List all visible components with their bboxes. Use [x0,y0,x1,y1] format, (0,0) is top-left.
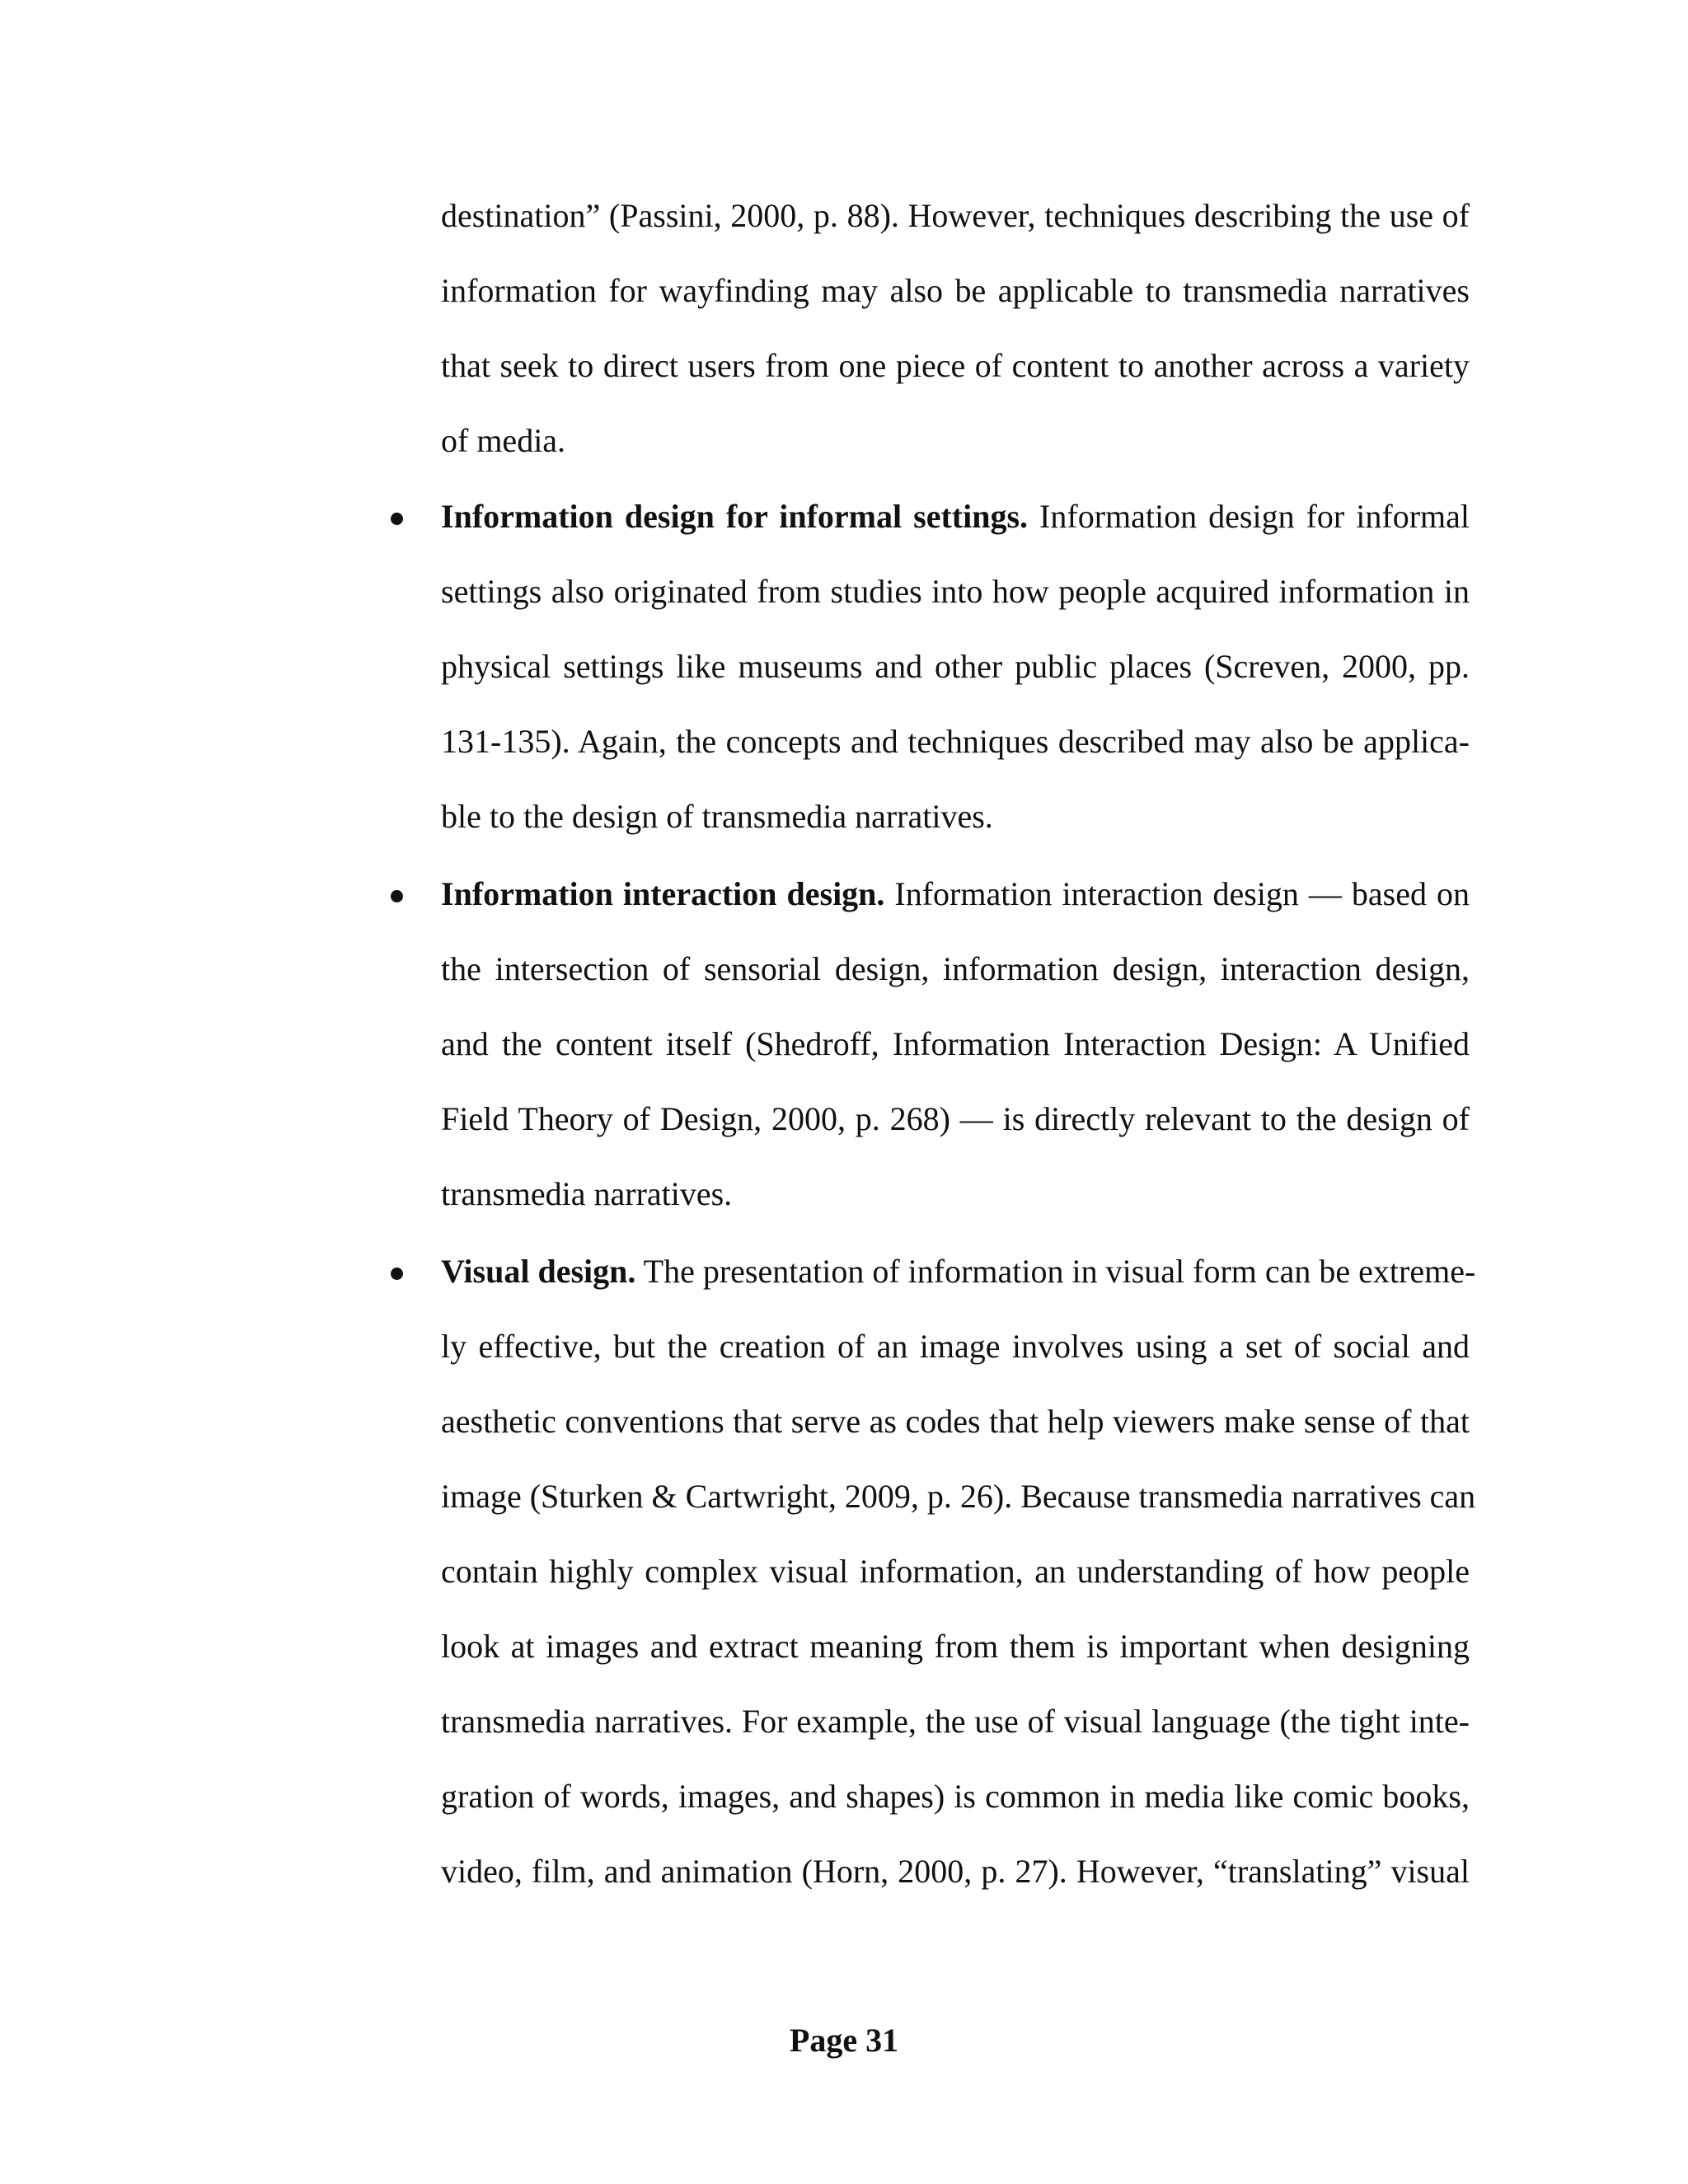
bullet-2-heading: Information interaction design. [441,875,885,912]
bullet-3-line-7: transmedia narratives. For example, the use of visual language (the tight inte- [441,1703,1470,1740]
bullet-1-line-3: physical settings like museums and other public places (Screven, 2000, pp. [441,648,1470,685]
bullet-1-heading: Information design for informal settings. [441,498,1029,535]
bullet-2-first-line [441,874,1470,914]
bullet-3-first-line [441,1252,1476,1291]
intro-line-1: destination” (Passini, 2000, p. 88). However, techniques describing the use of [441,197,1470,234]
intro-line-4: of media. [441,422,566,459]
bullet-2-line-5: transmedia narratives. [441,1175,733,1212]
bullet-1-first-line [441,497,1470,537]
bullet-1-line-4: 131-135). Again, the concepts and techniques described may also be applica- [441,723,1470,760]
bullet-2-line-2: the intersection of sensorial design, information design, interaction design, [441,950,1470,987]
bullet-3-heading: Visual design. [441,1253,636,1290]
bullet-3-line-2: ly effective, but the creation of an image involves using a set of social and [441,1328,1470,1365]
bullet-2-line-4: Field Theory of Design, 2000, p. 268) — is directly relevant to the design of [441,1100,1470,1137]
bullet-1-line-5: ble to the design of transmedia narratives. [441,798,993,835]
intro-line-2: information for wayfinding may also be applicable to transmedia narratives [441,272,1470,309]
bullet-3-line-4: image (Sturken & Cartwright, 2009, p. 26). Because transmedia narratives can [441,1478,1476,1515]
intro-line-3: that seek to direct users from one piece of content to another across a variety [441,347,1470,384]
bullet-2-line-3: and the content itself (Shedroff, Information Interaction Design: A Unified [441,1025,1470,1062]
bullet-3-line-9: video, film, and animation (Horn, 2000, p. 27). However, “translating” visual [441,1853,1470,1890]
bullet-dot-icon [391,890,403,902]
bullet-dot-icon [391,1268,403,1280]
bullet-3-line-6: look at images and extract meaning from them is important when designing [441,1628,1470,1665]
bullet-3-first-line-text: The presentation of information in visual form can be extreme- [635,1253,1476,1290]
page-number: Page 31 [789,2022,899,2059]
bullet-1-first-line-text: Information design for informal [1028,498,1470,535]
bullet-3-line-8: gration of words, images, and shapes) is common in media like comic books, [441,1778,1470,1815]
bullet-2-first-line-text: Information interaction design — based on [884,875,1470,912]
bullet-1-line-2: settings also originated from studies into how people acquired information in [441,573,1470,610]
bullet-3-line-5: contain highly complex visual information, an understanding of how people [441,1553,1470,1590]
bullet-dot-icon [391,513,403,525]
bullet-3-line-3: aesthetic conventions that serve as codes that help viewers make sense of that [441,1403,1470,1440]
